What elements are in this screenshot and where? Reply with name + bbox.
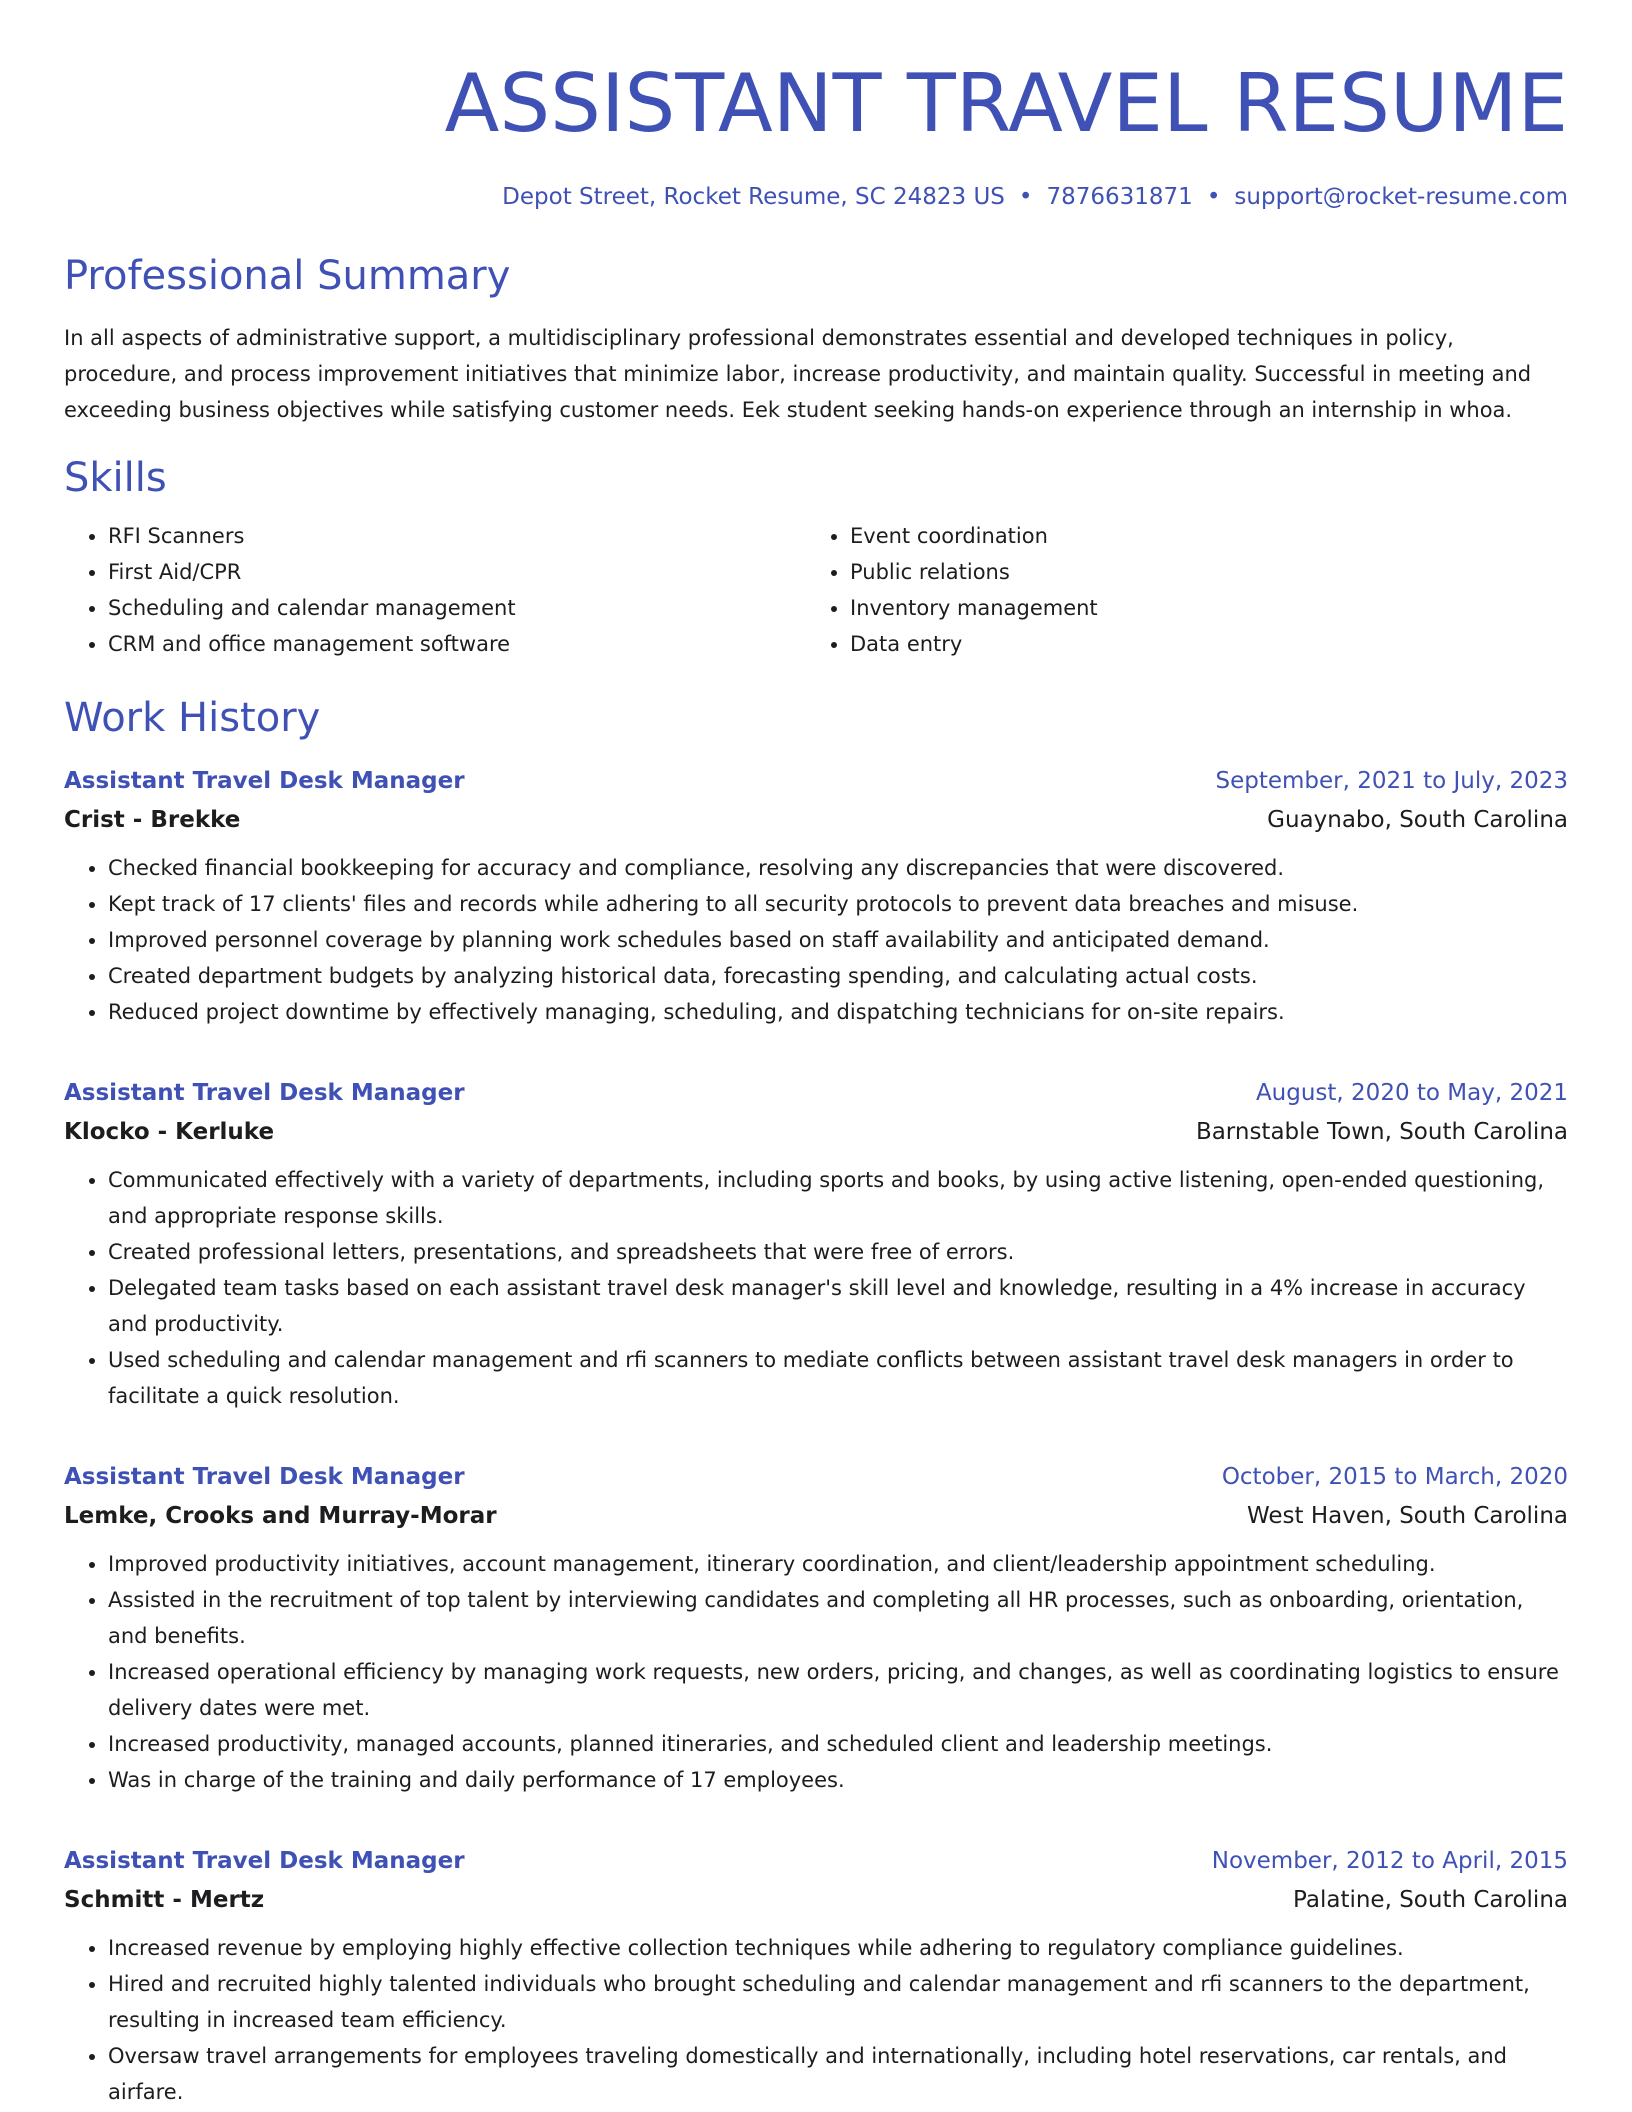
job-bullet: • Improved productivity initiatives, account management, itinerary coordination, and client/leadership appointment scheduling.	[108, 1546, 1568, 1582]
skill-item: • Data entry	[850, 626, 1548, 662]
job-bullet: • Increased revenue by employing highly effective collection techniques while adhering to regulatory compliance guidelines.	[108, 1930, 1568, 1966]
job-company-row	[64, 1880, 1568, 1920]
job-bullet: • Kept track of 17 clients' files and records while adhering to all security protocols to prevent data breaches and misuse.	[108, 886, 1568, 922]
job-bullet: • Created department budgets by analyzing historical data, forecasting spending, and calculating actual costs.	[108, 958, 1568, 994]
skill-item: • RFI Scanners	[108, 518, 806, 554]
job-bullet: • Improved personnel coverage by planning work schedules based on staff availability and anticipated demand.	[108, 922, 1568, 958]
job-bullet: • Used scheduling and calendar management and rfi scanners to mediate conflicts between assistant travel desk managers in order to facilitate a quick resolution.	[108, 1342, 1568, 1414]
skills-list-right	[806, 518, 1548, 662]
summary-text: In all aspects of administrative support, a multidisciplinary professional demonstrates essential and developed techniques in policy, procedure, and process improvement initiatives that minimize labor, increase productivity, and maintain quality. Successful in meeting and exceeding business objectives while satisfying customer needs. Eek student seeking hands-on experience through an internship in whoa.	[64, 326, 1532, 422]
job-dates: November, 2012 to April, 2015	[1211, 1848, 1568, 1874]
job-bullet: • Delegated team tasks based on each assistant travel desk manager's skill level and knowledge, resulting in a 4% increase in accuracy and productivity.	[108, 1270, 1568, 1342]
job-location: West Haven, South Carolina	[1247, 1503, 1568, 1529]
job-company: Lemke, Crooks and Murray-Morar	[64, 1503, 497, 1529]
job-title-row	[64, 1458, 1568, 1496]
job-company-row	[64, 1112, 1568, 1152]
job-company: Schmitt - Mertz	[64, 1887, 265, 1913]
job-company: Klocko - Kerluke	[64, 1119, 275, 1145]
job-bullet: • Communicated effectively with a variety of departments, including sports and books, by using active listening, open-ended questioning, and appropriate response skills.	[108, 1162, 1568, 1234]
job-bullet: • Reduced project downtime by effectively managing, scheduling, and dispatching technicians for on-site repairs.	[108, 994, 1568, 1030]
job-location: Barnstable Town, South Carolina	[1195, 1119, 1568, 1145]
job-dates: October, 2015 to March, 2020	[1221, 1464, 1568, 1490]
contact-separator: •	[1206, 184, 1221, 210]
job-bullet: • Was in charge of the training and daily performance of 17 employees.	[108, 1762, 1568, 1798]
summary-heading: Professional Summary	[64, 253, 511, 299]
job-title-row	[64, 1842, 1568, 1880]
skills-heading: Skills	[64, 455, 167, 501]
job-title-row	[64, 1074, 1568, 1112]
job-bullets	[64, 1546, 1568, 1798]
job-bullet: • Created professional letters, presentations, and spreadsheets that were free of errors.	[108, 1234, 1568, 1270]
job-company: Crist - Brekke	[64, 807, 241, 833]
skill-item: • Scheduling and calendar management	[108, 590, 806, 626]
job-location: Palatine, South Carolina	[1293, 1887, 1568, 1913]
job-bullets	[64, 850, 1568, 1030]
job-bullet: • Increased operational efficiency by managing work requests, new orders, pricing, and changes, as well as coordinating logistics to ensure delivery dates were met.	[108, 1654, 1568, 1726]
skills-list-left	[64, 518, 806, 662]
job-location: Guaynabo, South Carolina	[1267, 807, 1568, 833]
contact-line	[64, 184, 1568, 210]
job-title: Assistant Travel Desk Manager	[64, 1080, 465, 1106]
job-entry	[64, 1458, 1568, 1798]
job-bullet: • Assisted in the recruitment of top talent by interviewing candidates and completing all HR processes, such as onboarding, orientation, and benefits.	[108, 1582, 1568, 1654]
contact-phone: 7876631871	[1046, 184, 1193, 210]
resume-header	[64, 0, 1568, 210]
job-bullet: • Checked financial bookkeeping for accuracy and compliance, resolving any discrepancies that were discovered.	[108, 850, 1568, 886]
job-bullets	[64, 1162, 1568, 1414]
work-history-heading: Work History	[64, 695, 321, 741]
job-company-row	[64, 800, 1568, 840]
skill-item: • Event coordination	[850, 518, 1548, 554]
job-title-row	[64, 762, 1568, 800]
job-company-row	[64, 1496, 1568, 1536]
skill-item: • CRM and office management software	[108, 626, 806, 662]
contact-email: support@rocket-resume.com	[1234, 184, 1568, 210]
job-dates: August, 2020 to May, 2021	[1255, 1080, 1568, 1106]
job-entry	[64, 1842, 1568, 2110]
job-bullet: • Increased productivity, managed accounts, planned itineraries, and scheduled client and leadership meetings.	[108, 1726, 1568, 1762]
contact-separator: •	[1018, 184, 1033, 210]
job-dates: September, 2021 to July, 2023	[1215, 768, 1568, 794]
job-bullet: • Oversaw travel arrangements for employees traveling domestically and internationally, including hotel reservations, car rentals, and airfare.	[108, 2038, 1568, 2110]
job-title: Assistant Travel Desk Manager	[64, 768, 465, 794]
job-bullets	[64, 1930, 1568, 2110]
job-title: Assistant Travel Desk Manager	[64, 1464, 465, 1490]
skills-columns	[64, 518, 1568, 662]
job-bullet: • Hired and recruited highly talented individuals who brought scheduling and calendar management and rfi scanners to the department, resulting in increased team efficiency.	[108, 1966, 1568, 2038]
job-title: Assistant Travel Desk Manager	[64, 1848, 465, 1874]
skill-item: • Inventory management	[850, 590, 1548, 626]
job-entry	[64, 762, 1568, 1030]
job-entry	[64, 1074, 1568, 1414]
contact-address: Depot Street, Rocket Resume, SC 24823 US	[502, 184, 1005, 210]
resume-name: ASSISTANT TRAVEL RESUME	[444, 57, 1568, 150]
skill-item: • Public relations	[850, 554, 1548, 590]
skill-item: • First Aid/CPR	[108, 554, 806, 590]
